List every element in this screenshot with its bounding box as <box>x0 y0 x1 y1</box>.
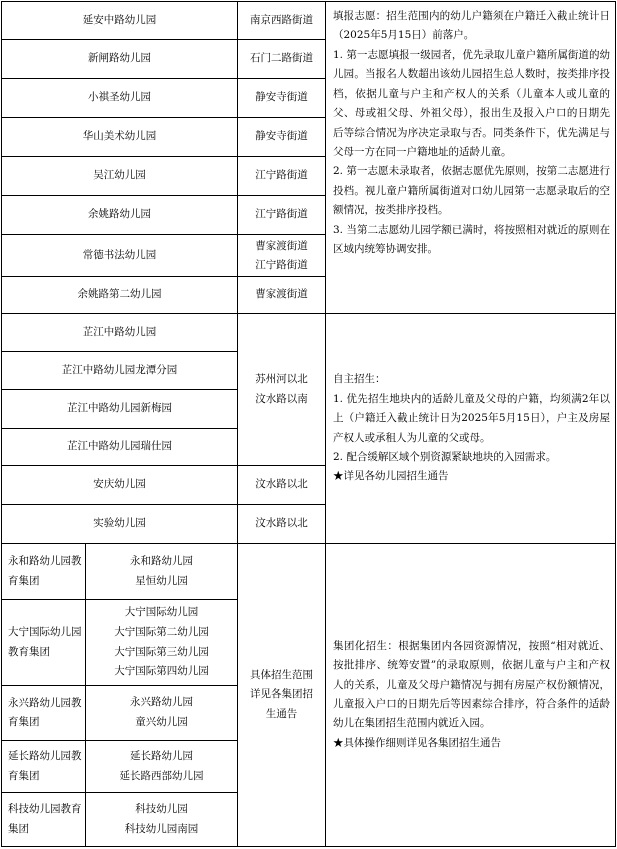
group-member: 科技幼儿园 <box>135 802 188 815</box>
group-name: 大宁国际幼儿园教育集团 <box>2 600 86 686</box>
kindergarten-name: 芷江中路幼儿园 <box>2 314 238 352</box>
kindergarten-name: 余姚路第二幼儿园 <box>2 277 238 314</box>
street-cell <box>238 118 326 157</box>
group-member: 大宁国际第三幼儿园 <box>114 645 209 658</box>
group-members <box>86 544 238 600</box>
kindergarten-name: 芷江中路幼儿园瑞仕园 <box>2 429 238 466</box>
policy-paragraph: ★详见各幼儿园招生通告 <box>333 470 449 483</box>
policy-paragraph: 1. 优先招生地块内的适龄儿童及父母的户籍，均须满2年以上（户籍迁入截止统计日为2025年5月15日），户主及房屋产权人或承租人为儿童的父或母。 <box>333 392 610 444</box>
group-name: 永兴路幼儿园教育集团 <box>2 686 86 741</box>
street-name: 曹家渡街道 <box>255 240 308 253</box>
street-cell <box>238 79 326 118</box>
table-row <box>2 544 616 600</box>
street-name: 汶水路以南 <box>255 392 308 405</box>
group-name: 延长路幼儿园教育集团 <box>2 741 86 793</box>
table-row <box>2 2 616 40</box>
group-member: 永兴路幼儿园 <box>130 696 193 709</box>
group-member: 星恒幼儿园 <box>135 574 188 587</box>
group-member: 大宁国际幼儿园 <box>124 605 199 618</box>
policy-paragraph: 填报志愿：招生范围内的幼儿户籍须在户籍迁入截止统计日（2025年5月15日）前落户。 <box>333 10 610 42</box>
policy-paragraph: 3. 当第二志愿幼儿园学额已满时，将按照相对就近的原则在区域内统筹协调安排。 <box>333 223 610 256</box>
policy-paragraph: 2. 配合缓解区域个别资源紧缺地块的入园需求。 <box>333 450 557 463</box>
kindergarten-name: 小祺圣幼儿园 <box>2 79 238 118</box>
street-name: 苏州河以北 <box>255 372 308 385</box>
street-cell <box>238 505 326 544</box>
group-members <box>86 741 238 793</box>
street-name: 汶水路以北 <box>255 517 308 530</box>
group-member: 延长路西部幼儿园 <box>119 769 204 782</box>
group-members <box>86 686 238 741</box>
street-cell <box>238 544 326 847</box>
table-row <box>2 314 616 352</box>
street-cell <box>238 2 326 40</box>
street-cell <box>238 277 326 314</box>
street-name: 南京西路街道 <box>250 13 313 26</box>
group-member: 科技幼儿园南园 <box>124 822 199 835</box>
kindergarten-name: 芷江中路幼儿园龙潭分园 <box>2 352 238 390</box>
group-member: 大宁国际第四幼儿园 <box>114 665 209 678</box>
street-name: 石门二路街道 <box>250 52 313 65</box>
policy-cell-a <box>326 2 616 314</box>
policy-paragraph: 集团化招生：根据集团内各园资源情况，按照“相对就近、按批排序、统筹安置”的录取原则，依据儿童与户主和产权人的关系，儿童及父母户籍情况与拥有房屋产权份额情况，儿童报入户口的日期先后等因素综合排序，符合条件的适龄幼儿在集团招生范围内就近入园。 <box>333 639 610 730</box>
policy-paragraph: ★具体操作细则详见各集团招生通告 <box>333 736 501 749</box>
street-name: 江宁路街道 <box>255 169 308 182</box>
policy-paragraph: 自主招生： <box>333 373 386 386</box>
kindergarten-name: 常德书法幼儿园 <box>2 235 238 277</box>
street-cell <box>238 314 326 466</box>
kindergarten-name: 余姚路幼儿园 <box>2 196 238 235</box>
street-name: 静安寺街道 <box>255 130 308 143</box>
kindergarten-name: 延安中路幼儿园 <box>2 2 238 40</box>
enrollment-table <box>1 1 616 847</box>
group-members <box>86 793 238 847</box>
group-member: 大宁国际第二幼儿园 <box>114 625 209 638</box>
group-member: 延长路幼儿园 <box>130 749 193 762</box>
street-cell <box>238 157 326 196</box>
policy-paragraph: 1. 第一志愿填报一级园者，优先录取儿童户籍所属街道的幼儿园。当报名人数超出该幼儿园招生总人数时，按类排序投档，依据儿童与户主和产权人的关系（儿童本人或儿童的父、母或祖父母、外祖父母），报出生及报入户口的日期先后等综合情况为序决定录取与否。同类条件下，优先满足与父母一方在同一户籍地址的适龄儿童。 <box>333 48 610 158</box>
street-cell <box>238 196 326 235</box>
kindergarten-name: 华山美术幼儿园 <box>2 118 238 157</box>
group-members <box>86 600 238 686</box>
kindergarten-name: 实验幼儿园 <box>2 505 238 544</box>
policy-cell-b <box>326 314 616 544</box>
kindergarten-name: 新闸路幼儿园 <box>2 40 238 79</box>
kindergarten-name: 安庆幼儿园 <box>2 466 238 505</box>
street-name: 汶水路以北 <box>255 478 308 491</box>
street-name: 江宁路街道 <box>255 208 308 221</box>
group-scope-note: 具体招生范围详见各集团招生通告 <box>250 668 313 720</box>
group-name: 科技幼儿园教育集团 <box>2 793 86 847</box>
kindergarten-name: 芷江中路幼儿园新梅园 <box>2 390 238 429</box>
street-name: 静安寺街道 <box>255 91 308 104</box>
street-cell <box>238 40 326 79</box>
group-name: 永和路幼儿园教育集团 <box>2 544 86 600</box>
group-member: 永和路幼儿园 <box>130 554 193 567</box>
street-name: 江宁路街道 <box>255 258 308 271</box>
street-cell <box>238 466 326 505</box>
street-cell <box>238 235 326 277</box>
policy-cell-c <box>326 544 616 847</box>
street-name: 曹家渡街道 <box>255 288 308 301</box>
group-member: 童兴幼儿园 <box>135 716 188 728</box>
policy-paragraph: 2. 第一志愿未录取者，依据志愿优先原则，按第二志愿进行投档。视儿童户籍所属街道对口幼儿园第一志愿录取后的空额情况，按类排序投档。 <box>333 165 610 217</box>
kindergarten-name: 吴江幼儿园 <box>2 157 238 196</box>
